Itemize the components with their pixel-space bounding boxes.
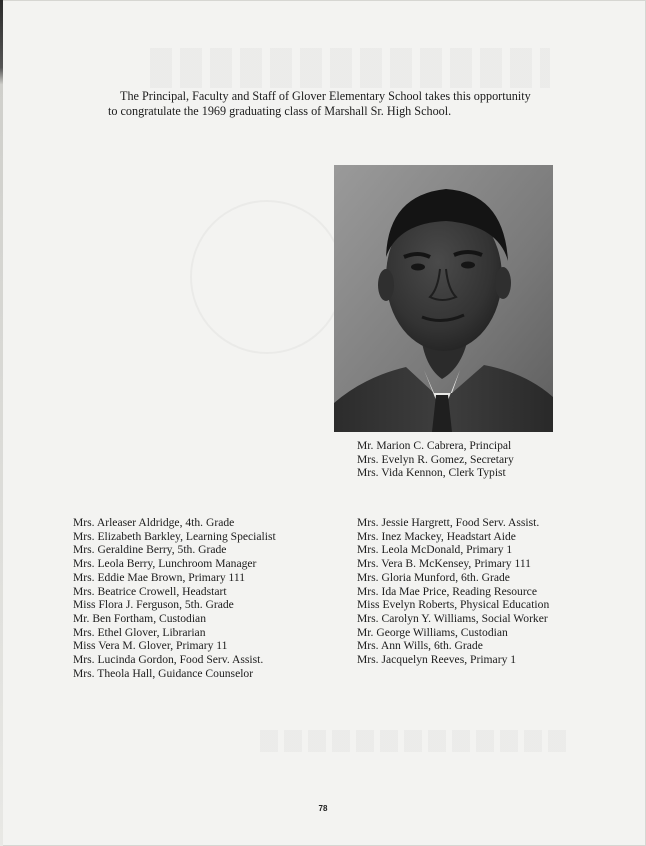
list-item: Mrs. Evelyn R. Gomez, Secretary (357, 452, 514, 466)
list-item: Mrs. Leola Berry, Lunchroom Manager (73, 557, 257, 571)
list-item: Mrs. Vida Kennon, Clerk Typist (357, 466, 506, 480)
list-item: Mrs. Leola McDonald, Primary 1 (357, 543, 513, 557)
list-item: Mrs. Lucinda Gordon, Food Serv. Assist. (73, 653, 264, 667)
list-item: Mrs. Ann Wills, 6th. Grade (357, 639, 483, 653)
page-number: 78 (318, 804, 328, 813)
list-item: Miss Evelyn Roberts, Physical Education (357, 598, 550, 612)
list-item: Mrs. Vera B. McKensey, Primary 111 (357, 557, 531, 571)
list-item: Mrs. Arleaser Aldridge, 4th. Grade (73, 516, 235, 529)
list-item: Mrs. Jessie Hargrett, Food Serv. Assist. (357, 516, 540, 529)
binding-edge (0, 0, 3, 846)
list-item: Miss Vera M. Glover, Primary 11 (73, 639, 228, 653)
administration-list (357, 439, 514, 480)
list-item: Mrs. Gloria Munford, 6th. Grade (357, 570, 510, 584)
staff-list-right-column (357, 516, 549, 667)
list-item: Mrs. Carolyn Y. Williams, Social Worker (357, 611, 548, 625)
list-item: Mrs. Geraldine Berry, 5th. Grade (73, 543, 227, 557)
list-item: Mrs. Elizabeth Barkley, Learning Specialist (73, 529, 276, 543)
intro-line-2: to congratulate the 1969 graduating class of Marshall Sr. High School. (108, 104, 452, 118)
principal-portrait-photo (334, 165, 553, 432)
staff-list-left-column (73, 516, 276, 680)
list-item: Mrs. Theola Hall, Guidance Counselor (73, 666, 254, 680)
list-item: Mr. George Williams, Custodian (357, 625, 508, 639)
list-item: Mrs. Inez Mackey, Headstart Aide (357, 529, 516, 543)
list-item: Mrs. Ida Mae Price, Reading Resource (357, 584, 537, 598)
list-item: Mr. Marion C. Cabrera, Principal (357, 439, 512, 452)
list-item: Mrs. Ethel Glover, Librarian (73, 625, 206, 639)
bleed-through-band (260, 730, 570, 752)
list-item: Mrs. Eddie Mae Brown, Primary 111 (73, 570, 246, 584)
list-item: Mrs. Beatrice Crowell, Headstart (73, 584, 227, 598)
intro-paragraph (108, 89, 558, 119)
portrait-illustration (334, 165, 553, 432)
bleed-through-sun-graphic (190, 200, 344, 354)
intro-line-1: The Principal, Faculty and Staff of Glover Elementary School takes this opportunity (120, 89, 531, 103)
list-item: Mr. Ben Fortham, Custodian (73, 611, 207, 625)
bleed-through-text (150, 48, 550, 88)
list-item: Miss Flora J. Ferguson, 5th. Grade (73, 598, 234, 612)
list-item: Mrs. Jacquelyn Reeves, Primary 1 (357, 653, 517, 667)
